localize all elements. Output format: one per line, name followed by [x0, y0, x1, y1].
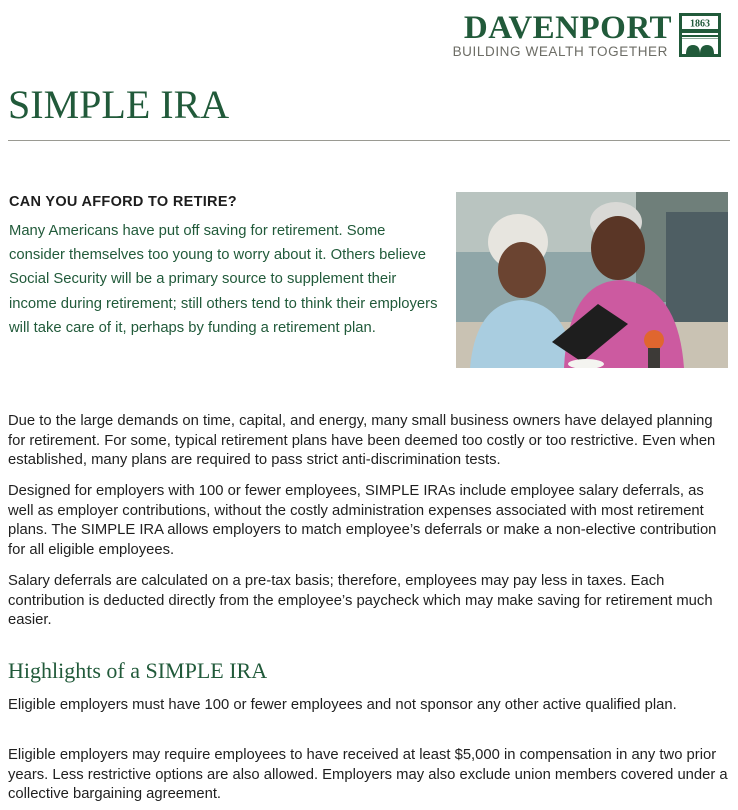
bridge-badge-icon: [679, 13, 721, 57]
retirees-photo: [456, 192, 728, 368]
intro-paragraph: Many Americans have put off saving for retirement. Some consider themselves too young to worry about it. Others believe Social Security will be a primary source to supplement their income during retirement; still others tend to think their employers will take care of it, perhaps by funding a retirement plan.: [9, 223, 438, 336]
brand-tagline: BUILDING WEALTH TOGETHER: [452, 44, 668, 59]
brand-name: DAVENPORT: [463, 10, 672, 46]
page-title: SIMPLE IRA: [8, 82, 230, 127]
highlights-title: Highlights of a SIMPLE IRA: [8, 658, 268, 683]
highlights-paragraph: Eligible employers must have 100 or fewer employees and not sponsor any other active qualified plan.: [8, 697, 677, 713]
brand-logo[interactable]: [450, 10, 730, 60]
intro-heading: CAN YOU AFFORD TO RETIRE?: [9, 194, 237, 210]
body-paragraph: Salary deferrals are calculated on a pre-tax basis; therefore, employees may pay less in taxes. Each contribution is deducted directly from the employee’s paycheck which may make saving for retirement much easier.: [8, 573, 713, 629]
body-paragraph: Due to the large demands on time, capital, and energy, many small business owners have delayed planning for retirement. For some, typical retirement plans have been deemed too costly or too restrictive. Even when established, many plans are required to pass strict anti-discrimination tests.: [8, 413, 716, 469]
brand-year: 1863: [690, 18, 710, 30]
title-divider: [8, 140, 730, 141]
highlights-paragraph: Eligible employers may require employees to have received at least $5,000 in compensation in any two prior years. Less restrictive options are also allowed. Employers may also exclude union members covered under a collective bargaining agreement.: [8, 747, 728, 803]
body-paragraph: Designed for employers with 100 or fewer employees, SIMPLE IRAs include employee salary deferrals, as well as employer contributions, without the costly administration expenses associated with most retirement plans. The SIMPLE IRA allows employers to match employee’s deferrals or make a non-elective contribution for all eligible employees.: [8, 483, 717, 558]
